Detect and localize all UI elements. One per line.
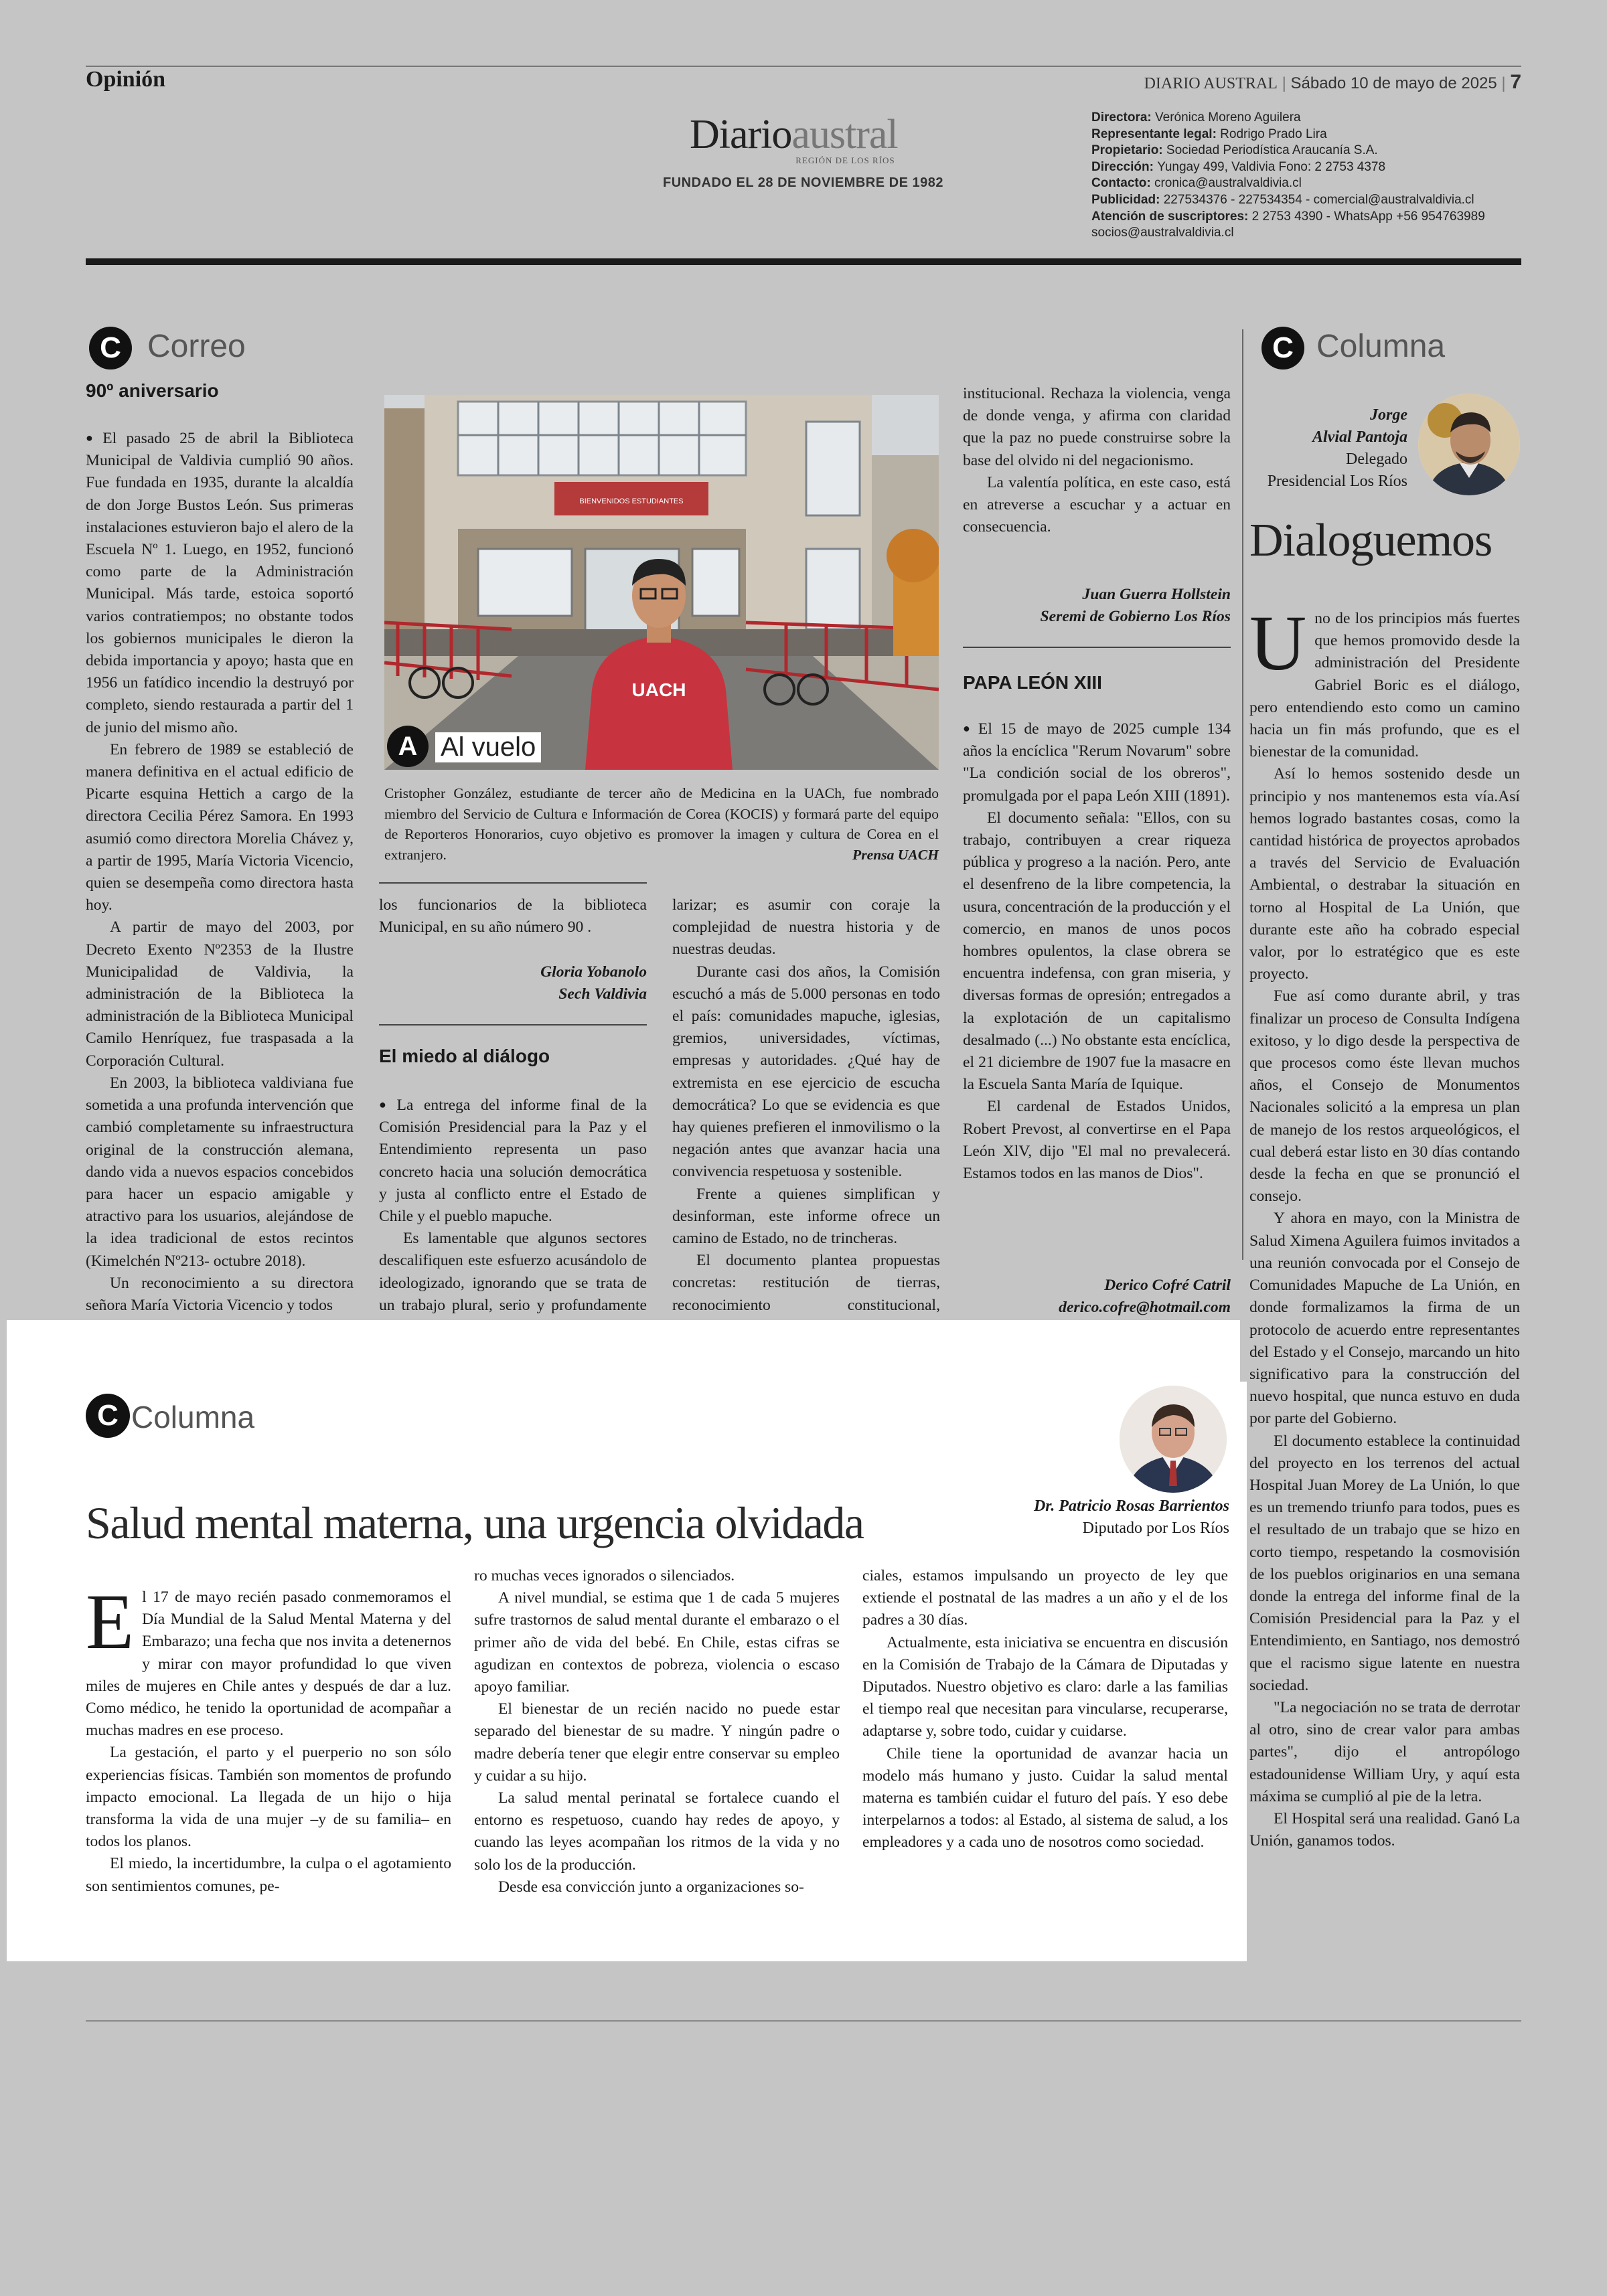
paragraph-text: institucional. Rechaza la violencia, venga de donde venga, y afirma con claridad que la paz no puede construirse sobre la base del olvido ni del negacionismo.: [963, 385, 1231, 469]
letter2-rule: [379, 1024, 647, 1026]
paragraph: [474, 1787, 840, 1876]
logo-diario: Diario: [690, 112, 792, 157]
paragraph-text: Es lamentable que algunos sectores descalifiquen este esfuerzo acusándolo de ideologizado, ignorando que se trata de un trabajo plural, serio y profundamente: [379, 1230, 647, 1314]
paragraph-text: El bienestar de un recién nacido no puede estar separado del bienestar de su madre. Y ningún padre o madre debería tener que elegir entre conservar su empleo y cuidar a su hijo.: [474, 1700, 840, 1785]
paragraph-text: El pasado 25 de abril la Biblioteca Municipal de Valdivia cumplió 90 años. Fue fundada en 1935, durante la alcaldía de don Jorge Bustos León. Sus primeras instalaciones estuvieron bajo el alero de la Escuela Nº 1. Luego, en 1952, funcionó como parte de la Administración Municipal. Más tarde, estoica soportó varios contratiempos; no obstante todos los gobiernos municipales le dieron la debida importancia y apoyo; hasta que en 1956 un fatídico incendio la destruyó por completo, siendo restaurada a partir del 1 de junio del mismo año.: [86, 430, 354, 736]
letter1-sig-name: Gloria Yobanolo: [540, 963, 647, 981]
masthead-credits: [1091, 110, 1485, 242]
paragraph-text: no de los principios más fuertes que hemos promovido desde la administración del Presidente Gabriel Boric es el diálogo, pero entendiendo esto como un camino hacia un fin más profundo, que es el bienestar de la comunidad.: [1249, 610, 1520, 761]
paragraph: [963, 807, 1231, 1096]
masthead-row: [1091, 175, 1485, 192]
letter2-sig-name: Juan Guerra Hollstein: [1082, 586, 1231, 603]
paragraph: [474, 1876, 840, 1898]
letter1-continuation-text: los funcionarios de la biblioteca Municipal, en su año número 90 .: [379, 896, 647, 936]
columna-right-body: [1249, 599, 1520, 1852]
letter1-continuation: [379, 894, 647, 938]
paragraph-text: La valentía política, en este caso, está en atreverse a escuchar y a actuar en consecuencia.: [963, 473, 1231, 536]
paragraph-text: El cardenal de Estados Unidos, Robert Prevost, al convertirse en el Papa León XlV, dijo "El mal no prevalecerá. Estamos todos en las manos de Dios".: [963, 1098, 1231, 1183]
paragraph: [474, 1587, 840, 1698]
masthead-row-value: Sociedad Periodística Araucanía S.A.: [1166, 143, 1378, 158]
paragraph: [379, 1094, 647, 1228]
columna-bottom-title: Salud mental materna, una urgencia olvidada: [86, 1497, 864, 1548]
paragraph: [86, 1273, 354, 1317]
letter3-sig-email: derico.cofre@hotmail.com: [1059, 1299, 1231, 1316]
letter2-col3: [963, 383, 1231, 538]
bullet-icon: [963, 720, 978, 738]
drop-cap: E: [86, 1578, 135, 1665]
paragraph: [1249, 1808, 1520, 1852]
masthead-row-label: Atención de suscriptores:: [1091, 209, 1252, 224]
paragraph: [1249, 1697, 1520, 1808]
masthead-row: [1091, 192, 1485, 209]
paragraph: [963, 718, 1231, 807]
paragraph: [1249, 599, 1520, 763]
columna-bottom-badge: C: [86, 1394, 130, 1438]
section-label: Opinión: [86, 67, 166, 92]
paragraph: [86, 1072, 354, 1273]
columna-right-author-last: Alvial Pantoja: [1312, 428, 1407, 446]
paragraph-text: La entrega del informe final de la Comisión Presidencial para la Paz y el Entendimiento representa un paso concreto hacia una solución democrática y justa al conflicto entre el Estado de Chile y el pueblo mapuche.: [379, 1096, 647, 1226]
columna-right-author: [1249, 404, 1407, 493]
paragraph-text: El Hospital será una realidad. Ganó La Unión, ganamos todos.: [1249, 1809, 1520, 1850]
columna-bottom-col3: [862, 1565, 1228, 1854]
masthead-row-label: Directora:: [1091, 110, 1156, 125]
folio: DIARIO AUSTRAL | Sábado 10 de mayo de 2025 | 7: [1144, 71, 1521, 93]
masthead-row: [1091, 225, 1485, 242]
paragraph-text: En 2003, la biblioteca valdiviana fue sometida a una profunda intervención que cambió completamente su infraestructura original de la construcción alemana, dando vida a nuevos espacios concebidos para hacer un espacio amigable y atractivo para los usuarios, alejándose de la idea tradicional de estos recintos (Kimelchén Nº213- octubre 2018).: [86, 1074, 354, 1270]
letter3-rule: [963, 647, 1231, 648]
paragraph: [672, 961, 940, 1183]
paragraph: [1249, 763, 1520, 985]
masthead-row-label: Propietario:: [1091, 143, 1166, 158]
paragraph: [672, 1183, 940, 1250]
paragraph: [862, 1565, 1228, 1632]
letter3-sig-name: Derico Cofré Catril: [1104, 1277, 1231, 1294]
columna-bottom-section: Columna: [131, 1400, 255, 1434]
photo-credit: Prensa UACH: [852, 846, 939, 863]
columna-bottom-author-name: Dr. Patricio Rosas Barrientos: [1033, 1497, 1229, 1515]
photo-scene: [384, 395, 939, 770]
masthead-row-label: Dirección:: [1091, 159, 1158, 174]
masthead-row-label: Contacto:: [1091, 176, 1154, 191]
paragraph-text: La salud mental perinatal se fortalece cuando el entorno es respetuoso, cuando hay redes de apoyo, y cuando las leyes acompañan los ritmos de la vida y no solo los de la producción.: [474, 1789, 840, 1874]
paragraph-text: El 15 de mayo de 2025 cumple 134 años la encíclica "Rerum Novarum" sobre "La condición social de los obreros", promulgada por el papa León XIII (1891).: [963, 720, 1231, 805]
columna-right-badge: C: [1261, 327, 1304, 370]
paragraph-text: La gestación, el parto y el puerperio no son sólo experiencias físicas. También son momentos de profundo impacto emocional. La llegada de un hijo o hija transforma la vida de una mujer –y de su familia– en todos los planos.: [86, 1744, 451, 1851]
masthead-logo: [690, 111, 898, 165]
folio-paper: DIARIO AUSTRAL: [1144, 75, 1278, 92]
paragraph-text: El documento señala: "Ellos, con su trabajo, contribuyen a crear riqueza pública y progreso a la nación. Pero, ante el desenfreno de la libre competencia, la usura, concentración de la producción y el comercio, en manos de unos pocos hombres opulentos, la clase obrera se encuentra indefensa, con gran miseria, y diversas formas de opresión; entregados a la explotación de un capitalismo desalmado (...) No obstante esta encíclica, el 21 diciembre de 1907 fue la masacre en la Escuela Santa María de Iquique.: [963, 809, 1231, 1094]
columna-right-section: Columna: [1316, 329, 1446, 364]
paragraph-text: Chile tiene la oportunidad de avanzar hacia un modelo más humano y justo. Cuidar la salud mental materna es también cuidar el futuro del país. Y eso debe interpelarnos a todos: al Estado, al sistema de salud, a los empleadores y a cada uno de nosotros como sociedad.: [862, 1744, 1228, 1852]
paragraph-text: Actualmente, esta iniciativa se encuentra en discusión en la Comisión de Trabajo de la Cámara de Diputadas y Diputados. Nuestro objetivo es claro: darle a las familias el tiempo real que necesitan para vincularse, recuperarse, adaptarse y, sobre todo, cuidar y cuidarse.: [862, 1633, 1228, 1740]
paragraph-text: El documento establece la continuidad del proyecto en los terrenos del actual Hospital Juan Morey de La Unión, lo que es un tremendo triunfo para todos, pues es el resultado de un trabajo que se hizo en corto tiempo, respetando la cosmovisión de los pueblos originarios en una semana donde la entrega del informe final de la Comisión Presidencial para la Paz y el Entendimiento, en Santiago, nos demostró que el racismo sigue latente en nuestra sociedad.: [1249, 1432, 1520, 1694]
letter2-col2: [672, 894, 940, 1361]
letter2-signature: [963, 584, 1231, 628]
columna-bottom-avatar: [1120, 1386, 1227, 1493]
column-divider: [1242, 329, 1243, 1260]
photo-shirt-text: UACH: [631, 679, 686, 700]
photo-caption: [384, 783, 939, 865]
columna-bottom-author: [951, 1495, 1229, 1540]
letter1-signature: [379, 961, 647, 1005]
paragraph-text: El documento plantea propuestas concretas: restitución de tierras, reconocimiento constitucional,: [672, 1252, 940, 1314]
paragraph: [672, 894, 940, 961]
paragraph-text: ciales, estamos impulsando un proyecto de ley que extiende el postnatal de las madres a un año y el de los padres a 30 días.: [862, 1567, 1228, 1629]
masthead-row-value: Yungay 499, Valdivia Fono: 2 2753 4378: [1157, 159, 1386, 174]
top-rule: [86, 66, 1521, 67]
columna-right-avatar: [1418, 394, 1520, 495]
correo-title: Correo: [147, 329, 246, 364]
paragraph-text: ro muchas veces ignorados o silenciados.: [474, 1567, 735, 1584]
paragraph: [1249, 1208, 1520, 1430]
masthead-row-value: cronica@australvaldivia.cl: [1154, 176, 1302, 191]
paragraph: [86, 1578, 451, 1742]
paragraph: [86, 427, 354, 739]
paragraph-text: Así lo hemos sostenido desde un principio y nos mantenemos esta vía.Así hemos logrado bastantes cosas, como la cantidad histórica de proyectos aprobados a través del Servicio de Evaluación Ambiental, o destrabar la situación en torno al Hospital de La Unión, que durante este año ha cobrado especial valor, por lo estratégico que es este proyecto.: [1249, 765, 1520, 983]
paragraph: [963, 472, 1231, 539]
letter1-sig-role: Sech Valdivia: [558, 985, 647, 1003]
paragraph-text: Un reconocimiento a su directora señora María Victoria Vicencio y todos: [86, 1274, 354, 1314]
paragraph-text: l 17 de mayo recién pasado conmemoramos el Día Mundial de la Salud Mental Materna y del Embarazo; una fecha que nos invita a detenernos y mirar con mayor profundidad lo que viven miles de mujeres en Chile antes y después de dar a luz. Como médico, he tenido la oportunidad de acompañar a muchas madres en ese proceso.: [86, 1588, 451, 1740]
paragraph-text: En febrero de 1989 se estableció de manera definitiva en el actual edificio de Picarte esquina Hettich a cargo de la directora Cecilia Pérez Samora. En 1993 asumió como directora Morelia Chávez y, a partir de 1995, María Victoria Vicencio, quien se desempeña como directora hasta hoy.: [86, 740, 354, 914]
header-heavy-rule: [86, 258, 1521, 265]
letter1-body: [86, 427, 354, 1364]
paragraph: [474, 1565, 840, 1587]
masthead-row: [1091, 127, 1485, 143]
photo-banner-text: BIENVENIDOS ESTUDIANTES: [579, 497, 684, 505]
photo-label-badge-wrap: [384, 726, 429, 770]
paragraph: [963, 383, 1231, 472]
paragraph-text: Y ahora en mayo, con la Ministra de Salud Ximena Aguilera fuimos invitados a una reunión convocada por el Consejo de Comunidades Mapuche de La Unión, en donde formalizamos la firma de un protocolo de acuerdo entre representantes del Estado y el Consejo, marcando un hito significativo para la construcción del nuevo hospital, que nunca estuvo en duda por parte del Gobierno.: [1249, 1210, 1520, 1428]
paragraph: [86, 739, 354, 917]
photo-label-badge: A: [387, 726, 429, 767]
paragraph-text: El miedo, la incertidumbre, la culpa o el agotamiento son sentimientos comunes, pe-: [86, 1855, 451, 1895]
masthead-row-value: socios@australvaldivia.cl: [1091, 226, 1234, 240]
letter2-heading: El miedo al diálogo: [379, 1046, 550, 1066]
logo-austral: austral: [791, 112, 898, 157]
paragraph-text: Desde esa convicción junto a organizaciones so-: [498, 1878, 804, 1896]
paragraph-text: A partir de mayo del 2003, por Decreto Exento Nº2353 de la Ilustre Municipalidad de Valdivia, la administración de la Biblioteca la administración de la Biblioteca Municipal Camilo Henríquez, fue traspasada a la Corporación Cultural.: [86, 918, 354, 1070]
photo-label: Al vuelo: [435, 732, 541, 762]
founded-line: FUNDADO EL 28 DE NOVIEMBRE DE 1982: [663, 175, 943, 190]
masthead-row-value: 2 2753 4390 - WhatsApp +56 954763989: [1251, 209, 1485, 224]
paragraph: [862, 1743, 1228, 1854]
masthead-row-value: 227534376 - 227534354 - comercial@australvaldivia.cl: [1163, 192, 1474, 207]
paragraph-text: A nivel mundial, se estima que 1 de cada 5 mujeres sufre trastornos de salud mental durante el embarazo o el primer año de vida del bebé. En Chile, estas cifras se agudizan en contextos de pobreza, violencia o escaso apoyo familiar.: [474, 1589, 840, 1696]
folio-date: Sábado 10 de mayo de 2025: [1290, 74, 1497, 92]
paragraph-text: "La negociación no se trata de derrotar al otro, sino de crear valor para ambas partes", dijo el antropólogo estadounidense William Ury, y aquí esta máxima se cumplió al pie de la letra.: [1249, 1698, 1520, 1805]
paragraph: [862, 1632, 1228, 1743]
paragraph-text: Durante casi dos años, la Comisión escuchó a más de 5.000 personas en todo el país: comunidades mapuche, iglesias, gremios, universidades, víctimas, empresas y autoridades. ¿Qué hay de extremista en ese ejercicio de escucha democrática? Lo que se evidencia es que hay quienes prefieren el inmovilismo o la negación antes que avanzar hacia una convivencia respetuosa y sostenible.: [672, 963, 940, 1181]
masthead-row: [1091, 143, 1485, 159]
columna-right-author-first: Jorge: [1370, 406, 1407, 424]
letter2-sig-role: Seremi de Gobierno Los Ríos: [1040, 608, 1231, 625]
paragraph: [474, 1698, 840, 1787]
logo-region: REGIÓN DE LOS RÍOS: [795, 155, 895, 165]
paragraph-text: Frente a quienes simplifican y desinforman, este informe ofrece un camino de Estado, no de trincheras.: [672, 1185, 940, 1248]
paragraph-text: Fue así como durante abril, y tras finalizar un proceso de Consulta Indígena exitoso, y lo digo desde la perspectiva de que procesos como éste llevan muchos años, el Consejo de Monumentos Nacionales solicitó a la empresa un plan de manejo de los restos arqueológicos, el cual deberá estar listo en 30 días contando desde la fecha en que se pronunció el consejo.: [1249, 987, 1520, 1206]
masthead-row: [1091, 110, 1485, 127]
masthead-row-value: Rodrigo Prado Lira: [1220, 127, 1327, 141]
masthead-row-label: Representante legal:: [1091, 127, 1221, 141]
bullet-icon: [379, 1096, 397, 1114]
letter1-heading: 90º aniversario: [86, 380, 219, 401]
folio-page: 7: [1510, 71, 1521, 93]
correo-badge: C: [89, 327, 132, 370]
paragraph: [1249, 985, 1520, 1208]
letter3-body: [963, 718, 1231, 1185]
paragraph: [86, 1742, 451, 1853]
columna-bottom-col2: [474, 1565, 840, 1898]
paragraph-text: larizar; es asumir con coraje la complejidad de nuestra historia y de nuestras deudas.: [672, 896, 940, 959]
photo-caption-text: Cristopher González, estudiante de tercer año de Medicina en la UACh, fue nombrado miembro del Servicio de Cultura e Información de Corea (KOCIS) y formará parte del equipo de Reporteros Honorarios, cuyo objetivo es promover la imagen y cultura de Corea en el extranjero.: [384, 785, 939, 863]
paragraph: [86, 916, 354, 1072]
bottom-rule: [86, 2020, 1521, 2022]
masthead-row-label: Publicidad:: [1091, 192, 1164, 207]
columna-right-role1: Delegado: [1346, 450, 1407, 468]
drop-cap: U: [1249, 599, 1307, 687]
letter3-signature: [963, 1275, 1231, 1319]
columna-bottom-author-role: Diputado por Los Ríos: [1082, 1520, 1229, 1537]
paragraph: [963, 1096, 1231, 1185]
caption-rule: [379, 882, 647, 884]
columna-right-title: Dialoguemos: [1249, 515, 1493, 566]
masthead-row: [1091, 209, 1485, 226]
masthead-row: [1091, 159, 1485, 176]
news-photo: [384, 395, 939, 770]
columna-bottom-col1: [86, 1578, 451, 1898]
columna-right-role2: Presidencial Los Ríos: [1267, 473, 1407, 490]
bullet-icon: [86, 430, 102, 447]
letter3-heading: PAPA LEÓN XIII: [963, 672, 1102, 693]
masthead-row-value: Verónica Moreno Aguilera: [1155, 110, 1301, 125]
paragraph: [86, 1853, 451, 1897]
paragraph: [1249, 1430, 1520, 1697]
